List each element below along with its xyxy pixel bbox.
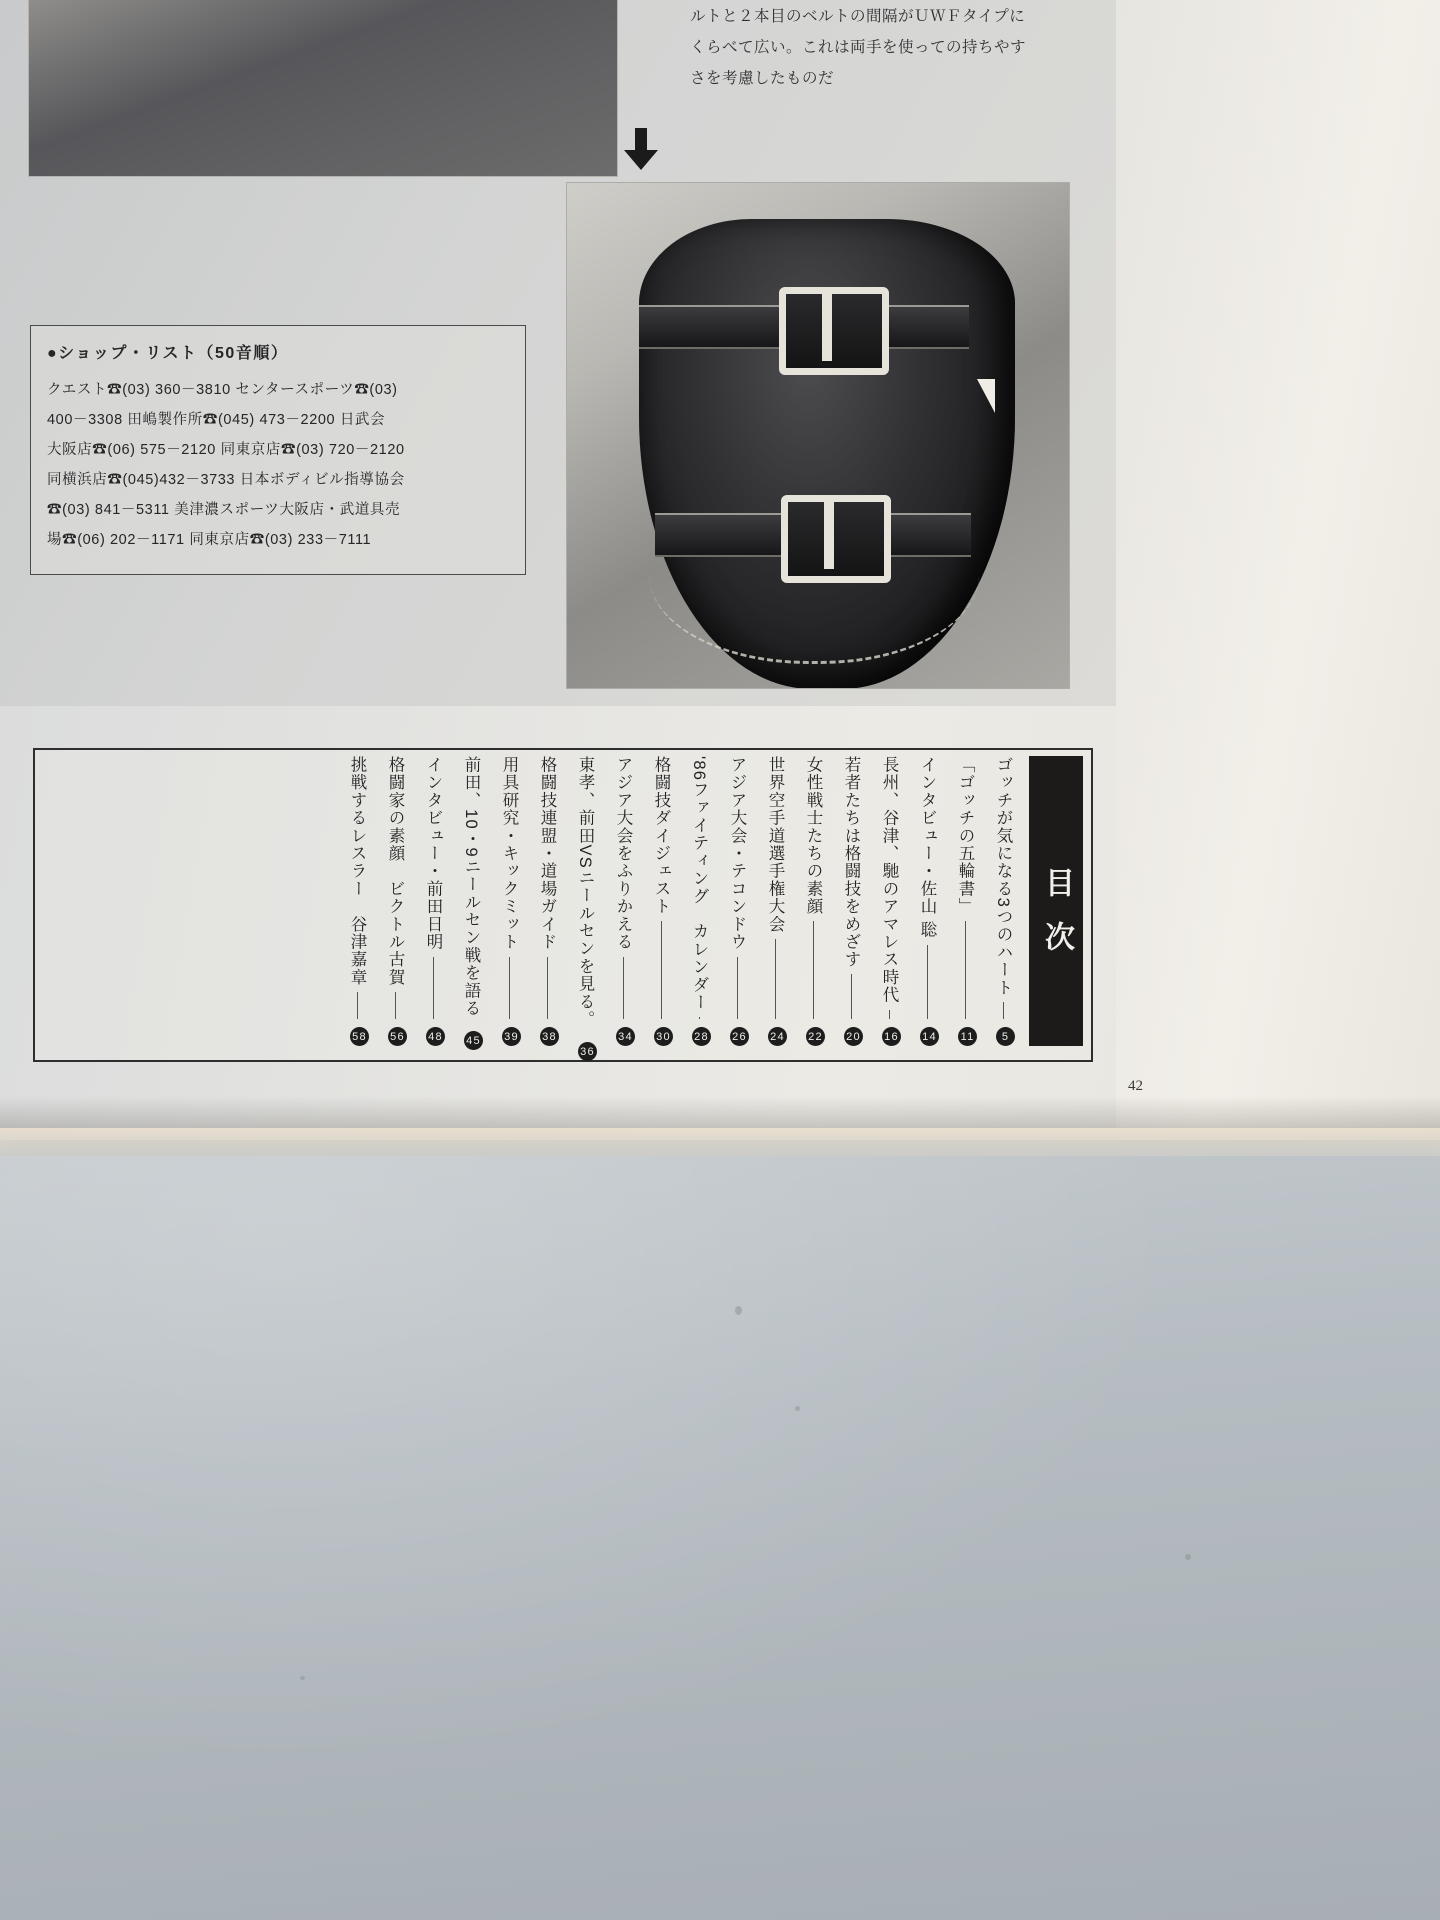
toc-entry[interactable]	[649, 756, 673, 1046]
toc-leader	[395, 992, 396, 1019]
toc-leader	[965, 921, 966, 1019]
toc-leader	[851, 974, 852, 1019]
toc-leader	[813, 921, 814, 1019]
toc-entry[interactable]	[725, 756, 749, 1046]
shop-list-box	[30, 325, 526, 575]
toc-leader	[889, 1010, 890, 1019]
toc-entry-page: 11	[958, 1027, 977, 1046]
shop-list-line: 同横浜店☎(045)432－3733 日本ボディビル指導協会	[47, 472, 405, 488]
toc-entry-page: 28	[692, 1027, 711, 1046]
buckle-bar	[824, 495, 834, 569]
toc-entry-label: 格闘技連盟・道場ガイド	[538, 756, 556, 951]
toc-entry[interactable]	[687, 756, 711, 1046]
toc-entry-label: 女性戦士たちの素顔	[804, 756, 822, 916]
toc-leader	[357, 992, 358, 1019]
shop-list-line: 400－3308 田嶋製作所☎(045) 473－2200 日武会	[47, 412, 386, 428]
shop-list-line: ☎(03) 841－5311 美津濃スポーツ大阪店・武道具売	[47, 502, 401, 518]
toc-entry[interactable]	[383, 756, 407, 1046]
toc-columns	[331, 756, 1083, 1058]
body-copy-line: ルトと２本目のベルトの間隔がＵＷＦタイプに	[690, 8, 1026, 25]
desk-surface	[0, 1156, 1440, 1920]
shop-list-line: 場☎(06) 202－1171 同東京店☎(03) 233－7111	[47, 532, 372, 548]
toc-entry[interactable]	[421, 756, 445, 1046]
toc-entry[interactable]	[611, 756, 635, 1046]
shop-list-line: クエスト☎(03) 360－3810 センタースポーツ☎(03)	[47, 382, 398, 398]
photo-glove-straps	[566, 182, 1070, 689]
toc-leader	[433, 957, 434, 1019]
toc-entry-page: 58	[350, 1027, 369, 1046]
toc-entry-label: インタビュー・佐山 聡	[918, 756, 936, 939]
toc-entry-label: アジア大会をふりかえる	[614, 756, 632, 951]
desk-speck	[795, 1406, 800, 1411]
toc-entry[interactable]	[991, 756, 1015, 1046]
toc-entry-label: ゴッチが気になる3つのハート	[994, 756, 1012, 997]
toc-leader	[661, 921, 662, 1019]
toc-entry-page: 48	[426, 1027, 445, 1046]
glove-highlight	[977, 379, 995, 413]
photo-glove-top	[28, 0, 618, 177]
toc-entry-page: 39	[502, 1027, 521, 1046]
toc-entry-label: '86ファイティング カレンダー	[690, 756, 708, 1012]
shop-list-line: 大阪店☎(06) 575－2120 同東京店☎(03) 720－2120	[47, 442, 405, 458]
toc-entry[interactable]	[915, 756, 939, 1046]
toc-entry[interactable]	[535, 756, 559, 1046]
table-of-contents	[33, 748, 1093, 1062]
toc-entry[interactable]	[459, 756, 483, 1046]
toc-entry-label: 世界空手道選手権大会	[766, 756, 784, 933]
page-number: 42	[1128, 1078, 1143, 1094]
toc-entry-label: 格闘家の素顔 ビクトル古賀	[386, 756, 404, 987]
toc-entry-page: 56	[388, 1027, 407, 1046]
toc-entry-page: 16	[882, 1027, 901, 1046]
toc-entry-label: 挑戦するレスラー 谷津嘉章	[348, 756, 366, 987]
toc-entry-label: 「ゴッチの五輪書」	[956, 756, 974, 916]
toc-entry[interactable]	[345, 756, 369, 1046]
toc-entry-page: 22	[806, 1027, 825, 1046]
toc-entry-label: 若者たちは格闘技をめざす	[842, 756, 860, 969]
desk-speck	[300, 1676, 305, 1680]
toc-entry[interactable]	[877, 756, 901, 1046]
toc-entry[interactable]	[497, 756, 521, 1046]
toc-leader	[699, 1017, 700, 1019]
desk-speck	[735, 1306, 742, 1315]
toc-entry-page: 5	[996, 1027, 1015, 1046]
page-right-margin	[1116, 0, 1440, 1140]
toc-entry-page: 34	[616, 1027, 635, 1046]
buckle-bar	[822, 287, 832, 361]
toc-entry[interactable]	[839, 756, 863, 1046]
toc-title-text: 目次	[1040, 867, 1073, 975]
toc-entry-label: アジア大会・テコンドウ	[728, 756, 746, 951]
toc-entry-page: 24	[768, 1027, 787, 1046]
toc-entry-label: 格闘技ダイジェスト	[652, 756, 670, 916]
toc-entry-label: 東孝、前田VSニールセンを見る。	[576, 756, 594, 1029]
glove-buckle-upper	[779, 287, 889, 375]
toc-entry-page: 38	[540, 1027, 559, 1046]
toc-entry[interactable]	[763, 756, 787, 1046]
toc-leader	[509, 957, 510, 1019]
toc-leader	[1003, 1002, 1004, 1019]
toc-leader	[775, 939, 776, 1019]
toc-entry[interactable]	[953, 756, 977, 1046]
toc-entry-page: 30	[654, 1027, 673, 1046]
body-copy	[690, 0, 1080, 110]
toc-leader	[927, 945, 928, 1019]
toc-leader	[547, 957, 548, 1019]
toc-entry-label: インタビュー・前田日明	[424, 756, 442, 951]
toc-entry-label: 用具研究・キックミット	[500, 756, 518, 951]
desk-speck	[1185, 1554, 1191, 1560]
body-copy-line: さを考慮したものだ	[690, 70, 835, 87]
toc-entry-page: 20	[844, 1027, 863, 1046]
body-copy-line: くらべて広い。これは両手を使っての持ちやす	[690, 39, 1027, 56]
toc-entry-page: 26	[730, 1027, 749, 1046]
shop-list-title: ●ショップ・リスト（50音順）	[47, 345, 289, 362]
toc-entry-page: 14	[920, 1027, 939, 1046]
toc-entry[interactable]	[573, 756, 597, 1058]
toc-entry[interactable]	[801, 756, 825, 1046]
toc-leader	[623, 957, 624, 1019]
toc-entry-page: 36	[578, 1042, 597, 1061]
toc-entry-label: 前田、10・9ニールセン戦を語る	[462, 756, 480, 1018]
down-arrow-icon	[624, 128, 658, 170]
toc-leader	[737, 957, 738, 1019]
glove-buckle-lower	[781, 495, 891, 583]
toc-title	[1029, 756, 1083, 1046]
toc-entry-label: 長州、谷津、馳のアマレス時代	[880, 756, 898, 1004]
toc-entry-page: 45	[464, 1031, 483, 1050]
